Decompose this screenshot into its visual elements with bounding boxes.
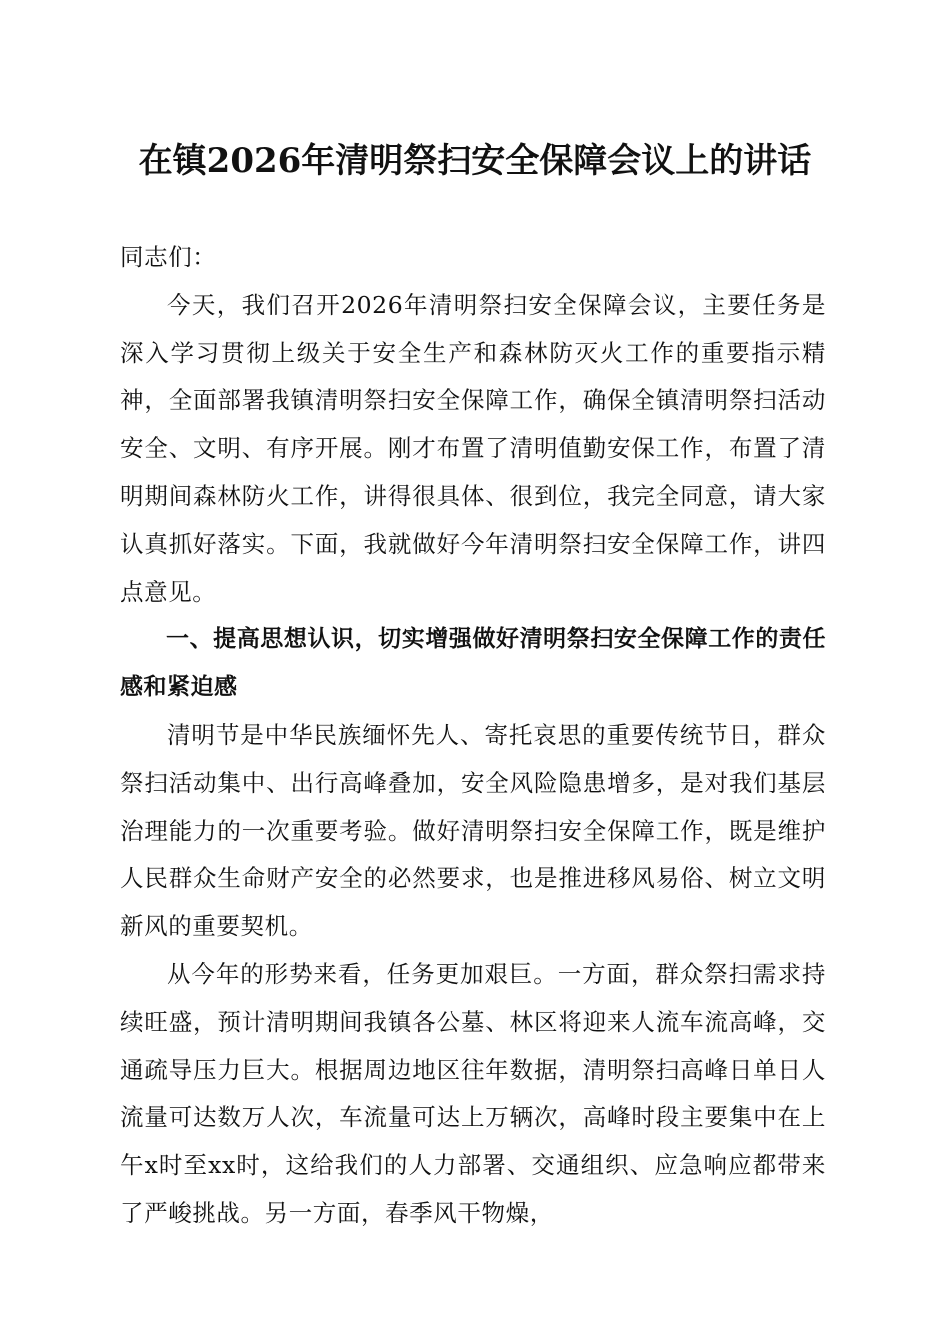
paragraph-situation: 从今年的形势来看，任务更加艰巨。一方面，群众祭扫需求持续旺盛，预计清明期间我镇各公墓、林区将迎来人流车流高峰，交通疏导压力巨大。根据周边地区往年数据，清明祭扫高峰日单日人流量可达数万人次，车流量可达上万辆次，高峰时段主要集中在上午x时至xx时，这给我们的人力部署、交通组织、应急响应都带来了严峻挑战。另一方面，春季风干物燥， [120, 959, 826, 1227]
paragraph-intro: 今天，我们召开2026年清明祭扫安全保障会议，主要任务是深入学习贯彻上级关于安全生产和森林防灭火工作的重要指示精神，全面部署我镇清明祭扫安全保障工作，确保全镇清明祭扫活动安全、文明、有序开展。刚才布置了清明值勤安保工作，布置了清明期间森林防火工作，讲得很具体、很到位，我完全同意，请大家认真抓好落实。下面，我就做好今年清明祭扫安全保障工作，讲四点意见。 [120, 290, 826, 606]
section-heading-1: 一、提高思想认识，切实增强做好清明祭扫安全保障工作的责任感和紧迫感 [120, 626, 826, 701]
salutation: 同志们： [120, 243, 217, 271]
document-title: 在镇2026年清明祭扫安全保障会议上的讲话 [138, 141, 812, 181]
paragraph-importance: 清明节是中华民族缅怀先人、寄托哀思的重要传统节日，群众祭扫活动集中、出行高峰叠加，安全风险隐患增多，是对我们基层治理能力的一次重要考验。做好清明祭扫安全保障工作，既是维护人民群众生命财产安全的必然要求，也是推进移风易俗、树立文明新风的重要契机。 [120, 720, 826, 941]
document-body [120, 234, 826, 1238]
